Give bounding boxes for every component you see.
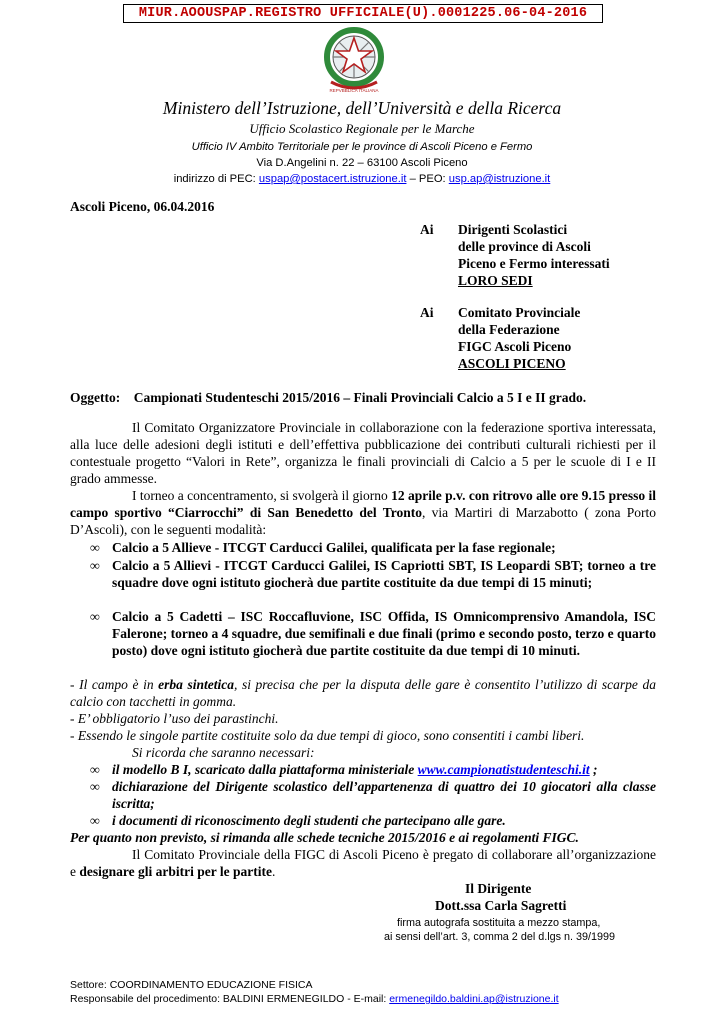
note-shinguards: - E’ obbligatorio l’uso dei parastinchi. (70, 711, 279, 726)
contact-line (0, 173, 724, 185)
closing-note: Per quanto non previsto, si rimanda alle schede tecniche 2015/2016 e ai regolamenti FIGC. (70, 830, 579, 845)
requirement-declaration: dichiarazione del Dirigente scolastico dell’appartenenza di quattro dei 10 giocatori alla classe iscritta; (112, 779, 656, 811)
protocol-stamp: MIUR.AOOUSPAP.REGISTRO UFFICIALE(U).0001225.06-04-2016 (123, 4, 603, 23)
recipient-1-prefix: Ai (420, 222, 434, 237)
note-substitutions: - Essendo le singole partite costituite solo da due tempi di gioco, sono consentiti i cambi liberi. (70, 728, 585, 743)
recipient-1 (458, 221, 610, 289)
pec-email-link[interactable]: uspap@postacert.istruzione.it (258, 173, 407, 185)
recipient-line: della Federazione (458, 322, 560, 337)
final-paragraph (70, 846, 656, 880)
reminder: Si ricorda che saranno necessari: (132, 745, 315, 760)
recipient-line: Comitato Provinciale (458, 305, 581, 320)
note-field-bold: erba sintetica (158, 677, 234, 692)
footer-sector: Settore: COORDINAMENTO EDUCAZIONE FISICA (70, 979, 313, 991)
paragraph-2-c: , via Martiri di Marzabotto ( zona Porto D’Ascoli), con le seguenti modalità: (70, 505, 656, 537)
paragraph-1: Il Comitato Organizzatore Provinciale in collaborazione con la federazione sportiva interessata, alla luce delle adesioni degli istituti e dell’effettiva pubblicazione dei contributi culturali richiesti per il contestuale progetto “Valori in Rete”, organizza le finali provinciali di Calcio a 5 per le scuole di I e II grado ammesse. (70, 420, 656, 486)
pec-label: indirizzo di PEC: (173, 173, 256, 185)
note-field-c: , si precisa che per la disputa delle gare è consentito l’utilizzo di scarpe da calcio con tacchetti in gomma. (70, 677, 656, 709)
republic-emblem-icon (321, 24, 387, 96)
paragraph-2 (70, 487, 656, 538)
bullet-symbol: ∞ (90, 813, 100, 828)
signature-name: Dott.ssa Carla Sagretti (435, 898, 567, 913)
final-paragraph-c: . (271, 864, 276, 879)
final-paragraph-a: Il Comitato Provinciale della FIGC di Ascoli Piceno è pregato di collaborare all’organizzazione e (70, 847, 656, 879)
recipient-place: LORO SEDI (458, 273, 533, 288)
recipient-line: Dirigenti Scolastici (458, 222, 568, 237)
paragraph-2-bold: 12 aprile p.v. con ritrovo alle ore 9.15 presso il campo sportivo “Ciarrocchi” di San Benedetto del Tronto (70, 488, 657, 520)
recipient-2-prefix: Ai (420, 305, 434, 320)
bullet-symbol: ∞ (90, 779, 100, 794)
footer-responsible-text: Responsabile del procedimento: BALDINI ERMENEGILDO - E-mail: (70, 993, 390, 1005)
category-allieve: Calcio a 5 Allieve - ITCGT Carducci Galilei, qualificata per la fase regionale; (112, 540, 556, 555)
bullet-symbol: ∞ (90, 609, 100, 624)
recipient-line: Piceno e Fermo interessati (458, 256, 610, 271)
category-allievi: Calcio a 5 Allievi - ITCGT Carducci Galilei, IS Capriotti SBT, IS Leopardi SBT; torneo a tre squadre dove ogni istituto giocherà due partite costituite da due tempi di 15 minuti; (112, 558, 656, 590)
category-cadetti: Calcio a 5 Cadetti – ISC Roccafluvione, ISC Offida, IS Omnicomprensivo Amandola, ISC Falerone; torneo a 4 squadre, due semifinali e due finali (primo e secondo posto, terzo e quarto posto) dove ogni istituto giocherà due partite costituite da due tempi di 10 minuti. (112, 609, 656, 658)
requirement-model-b1-text: il modello B I, scaricato dalla piattaforma ministeriale (112, 762, 418, 777)
signature-role: Il Dirigente (465, 881, 532, 896)
recipient-place: ASCOLI PICENO (458, 356, 566, 371)
paragraph-2-a: I torneo a concentramento, si svolgerà il giorno (132, 488, 392, 503)
office-address: Via D.Angelini n. 22 – 63100 Ascoli Piceno (256, 157, 468, 169)
footer-email-link[interactable]: ermenegildo.baldini.ap@istruzione.it (389, 993, 559, 1005)
final-paragraph-bold: designare gli arbitri per le partite (79, 864, 272, 879)
footer-responsible (70, 993, 559, 1005)
recipient-2 (458, 304, 580, 372)
bullet-symbol: ∞ (90, 762, 100, 777)
peo-email-link[interactable]: usp.ap@istruzione.it (448, 173, 551, 185)
subject-line (70, 390, 586, 406)
note-field (70, 676, 656, 710)
local-office: Ufficio IV Ambito Territoriale per le province di Ascoli Piceno e Fermo (191, 141, 533, 153)
svg-text:REPVBBLICA ITALIANA: REPVBBLICA ITALIANA (329, 88, 379, 93)
note-field-a: - Il campo è in (70, 677, 159, 692)
bullet-symbol: ∞ (90, 540, 100, 555)
bullet-symbol: ∞ (90, 558, 100, 573)
recipient-line: delle province di Ascoli (458, 239, 591, 254)
subject-label: Oggetto: (70, 390, 121, 405)
date-line: Ascoli Piceno, 06.04.2016 (70, 199, 215, 214)
subject-text: Campionati Studenteschi 2015/2016 – Finali Provinciali Calcio a 5 I e II grado. (133, 390, 587, 405)
requirement-id-documents: i documenti di riconoscimento degli studenti che partecipano alle gare. (112, 813, 506, 828)
regional-office: Ufficio Scolastico Regionale per le Marche (249, 121, 475, 136)
requirement-model-b1 (112, 761, 656, 778)
requirement-model-b1-end: ; (589, 762, 598, 777)
signature-note-1: firma autografa sostituita a mezzo stampa, (397, 917, 601, 929)
ministry-name: Ministero dell’Istruzione, dell’Università e della Ricerca (162, 98, 562, 118)
peo-label: – PEO: (409, 173, 446, 185)
campionati-link[interactable]: www.campionatistudenteschi.it (417, 762, 590, 777)
recipient-line: FIGC Ascoli Piceno (458, 339, 572, 354)
signature-note-2: ai sensi dell’art. 3, comma 2 del d.lgs n. 39/1999 (384, 931, 616, 943)
